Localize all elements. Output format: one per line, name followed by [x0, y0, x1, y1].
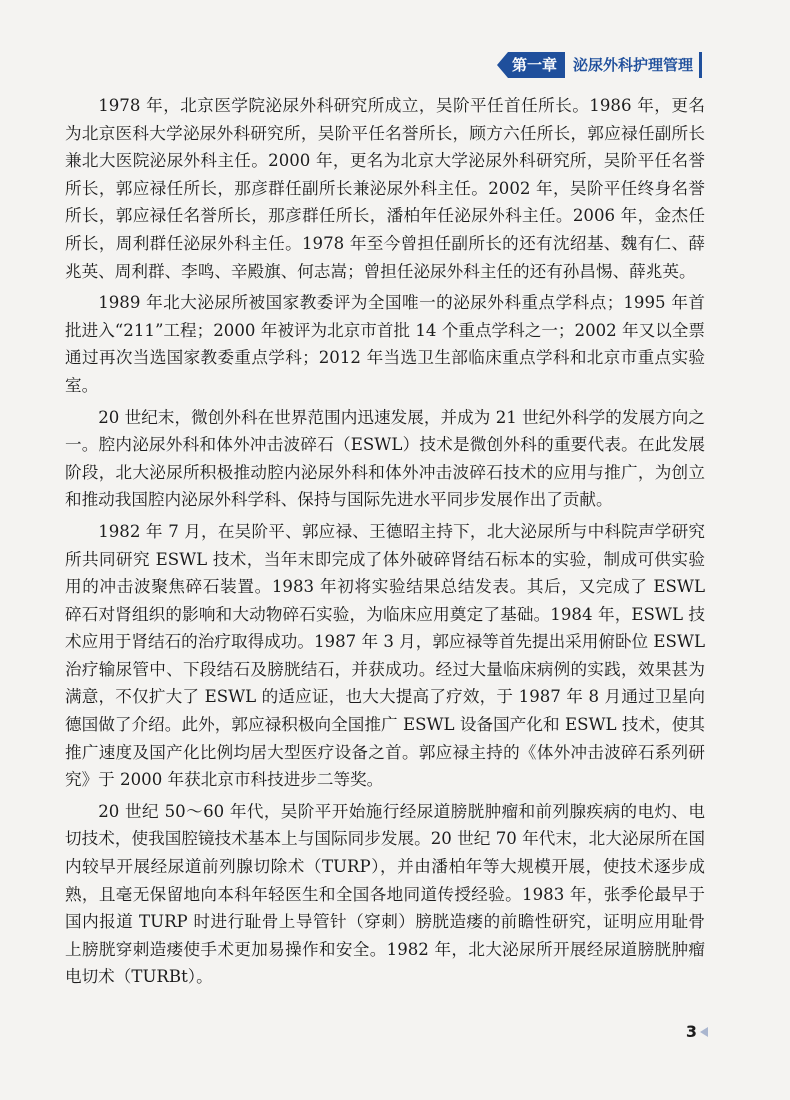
paragraph: 1978 年，北京医学院泌尿外科研究所成立，吴阶平任首任所长。1986 年，更名为北京医科大学泌尿外科研究所，吴阶平任名誉所长，顾方六任所长，郭应禄任副所长兼北大医院泌尿外科主任。2000 年，更名为北京大学泌尿外科研究所，吴阶平任名誉所长，郭应禄任所长，那彦群任副所长兼泌尿外科主任。2002 年，吴阶平任终身名誉所长，郭应禄任名誉所长，那彦群任所长，潘柏年任泌尿外科主任。2006 年，金杰任所长，周利群任泌尿外科主任。1978 年至今曾担任副所长的还有沈绍基、魏有仁、薛兆英、周利群、李鸣、辛殿旗、何志嵩；曾担任泌尿外科主任的还有孙昌惕、薛兆英。	[65, 96, 705, 281]
running-header	[497, 52, 702, 78]
header-bar-divider	[699, 52, 702, 78]
paragraph: 1989 年北大泌尿所被国家教委评为全国唯一的泌尿外科重点学科点；1995 年首批进入“211”工程；2000 年被评为北京市首批 14 个重点学科之一；2002 年又以全票通过再次当选国家教委重点学科；2012 年当选卫生部临床重点学科和北京市重点实验室。	[65, 293, 705, 395]
left-arrow-icon	[700, 1027, 708, 1037]
page-number	[686, 1022, 708, 1041]
paragraph: 1982 年 7 月，在吴阶平、郭应禄、王德昭主持下，北大泌尿所与中科院声学研究所共同研究 ESWL 技术，当年末即完成了体外破碎肾结石标本的实验，制成可供实验用的冲击波聚焦碎石装置。1983 年初将实验结果总结发表。其后，又完成了 ESWL 碎石对肾组织的影响和大动物碎石实验，为临床应用奠定了基础。1984 年，ESWL 技术应用于肾结石的治疗取得成功。1987 年 3 月，郭应禄等首先提出采用俯卧位 ESWL 治疗输尿管中、下段结石及膀胱结石，并获成功。经过大量临床病例的实践，效果甚为满意，不仅扩大了 ESWL 的适应证，也大大提高了疗效，于 1987 年 8 月通过卫星向德国做了介绍。此外，郭应禄积极向全国推广 ESWL 设备国产化和 ESWL 技术，使其推广速度及国产化比例均居大型医疗设备之首。郭应禄主持的《体外冲击波碎石系列研究》于 2000 年获北京市科技进步二等奖。	[65, 521, 705, 790]
page-number-text: 3	[685, 1022, 697, 1041]
chapter-label: 第一章	[508, 52, 565, 78]
paragraph: 20 世纪末，微创外科在世界范围内迅速发展，并成为 21 世纪外科学的发展方向之一。腔内泌尿外科和体外冲击波碎石（ESWL）技术是微创外科的重要代表。在此发展阶段，北大泌尿所积极推动腔内泌尿外科和体外冲击波碎石技术的应用与推广，为创立和推动我国腔内泌尿外科学科、保持与国际先进水平同步发展作出了贡献。	[65, 407, 705, 510]
chapter-title: 泌尿外科护理管理	[572, 56, 693, 74]
paragraph: 20 世纪 50～60 年代，吴阶平开始施行经尿道膀胱肿瘤和前列腺疾病的电灼、电切技术，使我国腔镜技术基本上与国际同步发展。20 世纪 70 年代末，北大泌尿所在国内较早开展经尿道前列腺切除术（TURP），并由潘柏年等大规模开展，使技术逐步成熟，且毫无保留地向本科年轻医生和全国各地同道传授经验。1983 年，张季伦最早于国内报道 TURP 时进行耻骨上导管针（穿刺）膀胱造瘘的前瞻性研究，证明应用耻骨上膀胱穿刺造瘘使手术更加易操作和安全。1982 年，北大泌尿所开展经尿道膀胱肿瘤电切术（TURBt）。	[65, 801, 705, 987]
left-arrow-icon	[497, 52, 508, 78]
body-text	[65, 92, 705, 995]
